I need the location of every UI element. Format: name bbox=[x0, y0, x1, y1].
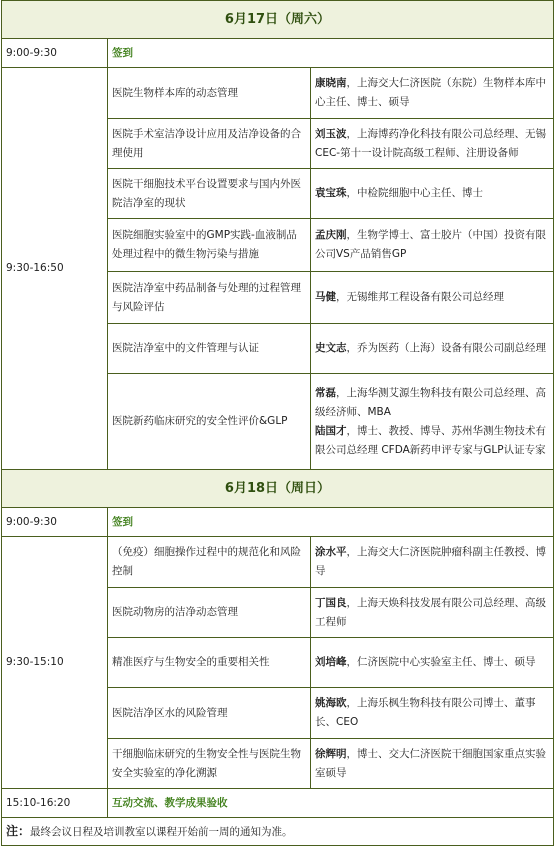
speaker-name: 刘培峰 bbox=[315, 656, 347, 668]
topic: 精准医疗与生物安全的重要相关性 bbox=[108, 638, 311, 688]
day1-header-row bbox=[2, 1, 554, 39]
topic: 医院洁净室中药品制备与处理的过程管理与风险评估 bbox=[108, 272, 311, 324]
note-row bbox=[2, 818, 554, 846]
speaker-name: 丁国良 bbox=[315, 596, 347, 609]
day2-closing-time: 15:10-16:20 bbox=[2, 789, 108, 818]
day1-signin-time: 9:00-9:30 bbox=[2, 39, 108, 68]
schedule-table bbox=[1, 0, 554, 846]
speaker-cell bbox=[311, 324, 554, 374]
day1-signin-label: 签到 bbox=[108, 39, 554, 68]
topic: 医院洁净区水的风险管理 bbox=[108, 688, 311, 739]
speaker-name: 马健 bbox=[315, 291, 336, 303]
speaker-name: 姚海欧 bbox=[315, 697, 347, 709]
speaker-desc: ，中检院细胞中心主任、博士 bbox=[346, 187, 483, 199]
schedule-sheet bbox=[1, 0, 553, 846]
day2-closing-label: 互动交流、教学成果验收 bbox=[108, 789, 554, 818]
note-cell bbox=[2, 818, 554, 846]
speaker-cell bbox=[311, 739, 554, 789]
day1-signin-row bbox=[2, 39, 554, 68]
speaker-name: 涂水平 bbox=[315, 546, 347, 558]
speaker-desc: ，仁济医院中心实验室主任、博士、硕导 bbox=[346, 656, 536, 668]
speaker-cell bbox=[311, 219, 554, 272]
speaker-cell bbox=[311, 638, 554, 688]
speaker-cell bbox=[311, 588, 554, 638]
speaker-desc: ，上海交大仁济医院肿瘤科副主任教授、博导 bbox=[315, 546, 546, 577]
note-text: 最终会议日程及培训教室以课程开始前一周的通知为准。 bbox=[30, 825, 293, 838]
topic: 医院新药临床研究的安全性评价&GLP bbox=[108, 374, 311, 470]
speaker-desc: ，无锡维邦工程设备有限公司总经理 bbox=[336, 291, 504, 303]
speaker-name: 袁宝珠 bbox=[315, 187, 347, 199]
day2-signin-row bbox=[2, 508, 554, 537]
topic: 医院干细胞技术平台设置要求与国内外医院洁净室的现状 bbox=[108, 169, 311, 219]
speaker-cell bbox=[311, 688, 554, 739]
day2-closing-row bbox=[2, 789, 554, 818]
day2-title: 6月18日（周日） bbox=[2, 470, 554, 508]
speaker-cell bbox=[311, 272, 554, 324]
speaker-desc-2: ，博士、教授、博导、苏州华测生物技术有限公司总经理 CFDA新药申评专家与GLP认证专家 bbox=[315, 424, 546, 456]
day2-row-0 bbox=[2, 537, 554, 588]
note-label: 注： bbox=[6, 823, 31, 838]
day2-signin-time: 9:00-9:30 bbox=[2, 508, 108, 537]
day1-session-time: 9:30-16:50 bbox=[2, 68, 108, 470]
speaker-cell bbox=[311, 537, 554, 588]
speaker-desc: ，上海博药净化科技有限公司总经理、无锡CEC-第十一设计院高级工程师、注册设备师 bbox=[315, 127, 546, 159]
speaker-name: 常磊 bbox=[315, 386, 336, 399]
speaker-name: 孟庆刚 bbox=[315, 229, 347, 241]
topic: （免疫）细胞操作过程中的规范化和风险控制 bbox=[108, 537, 311, 588]
speaker-cell bbox=[311, 374, 554, 470]
topic: 医院动物房的洁净动态管理 bbox=[108, 588, 311, 638]
topic: 医院细胞实验室中的GMP实践-血液制品处理过程中的微生物污染与措施 bbox=[108, 219, 311, 272]
speaker-cell bbox=[311, 119, 554, 169]
topic: 干细胞临床研究的生物安全性与医院生物安全实验室的净化溯源 bbox=[108, 739, 311, 789]
speaker-name: 刘玉波 bbox=[315, 127, 347, 140]
day1-title: 6月17日（周六） bbox=[2, 1, 554, 39]
day2-signin-label: 签到 bbox=[108, 508, 554, 537]
day1-row-0 bbox=[2, 68, 554, 119]
day2-session-time: 9:30-15:10 bbox=[2, 537, 108, 789]
speaker-desc: ，博士、交大仁济医院干细胞国家重点实验室硕导 bbox=[315, 747, 546, 779]
speaker-name-2: 陆国才 bbox=[315, 424, 347, 437]
speaker-name: 康晓南 bbox=[315, 77, 347, 89]
speaker-desc: ，上海天焕科技发展有限公司总经理、高级工程师 bbox=[315, 596, 546, 628]
speaker-cell bbox=[311, 169, 554, 219]
speaker-name: 徐辉明 bbox=[315, 747, 347, 760]
topic: 医院生物样本库的动态管理 bbox=[108, 68, 311, 119]
day2-header-row bbox=[2, 470, 554, 508]
speaker-desc: ，乔为医药（上海）设备有限公司副总经理 bbox=[346, 342, 546, 354]
speaker-cell bbox=[311, 68, 554, 119]
speaker-desc: ，生物学博士、富士胶片（中国）投资有限公司VS产品销售GP bbox=[315, 229, 546, 260]
topic: 医院洁净室中的文件管理与认证 bbox=[108, 324, 311, 374]
speaker-desc: ，上海交大仁济医院（东院）生物样本库中心主任、博士、硕导 bbox=[315, 77, 546, 108]
speaker-desc: ，上海华测艾源生物科技有限公司总经理、高级经济师、MBA bbox=[315, 386, 546, 418]
speaker-desc: ，上海乐枫生物科技有限公司博士、董事长、CEO bbox=[315, 697, 536, 728]
speaker-name: 史文志 bbox=[315, 342, 347, 354]
topic: 医院手术室洁净设计应用及洁净设备的合理使用 bbox=[108, 119, 311, 169]
